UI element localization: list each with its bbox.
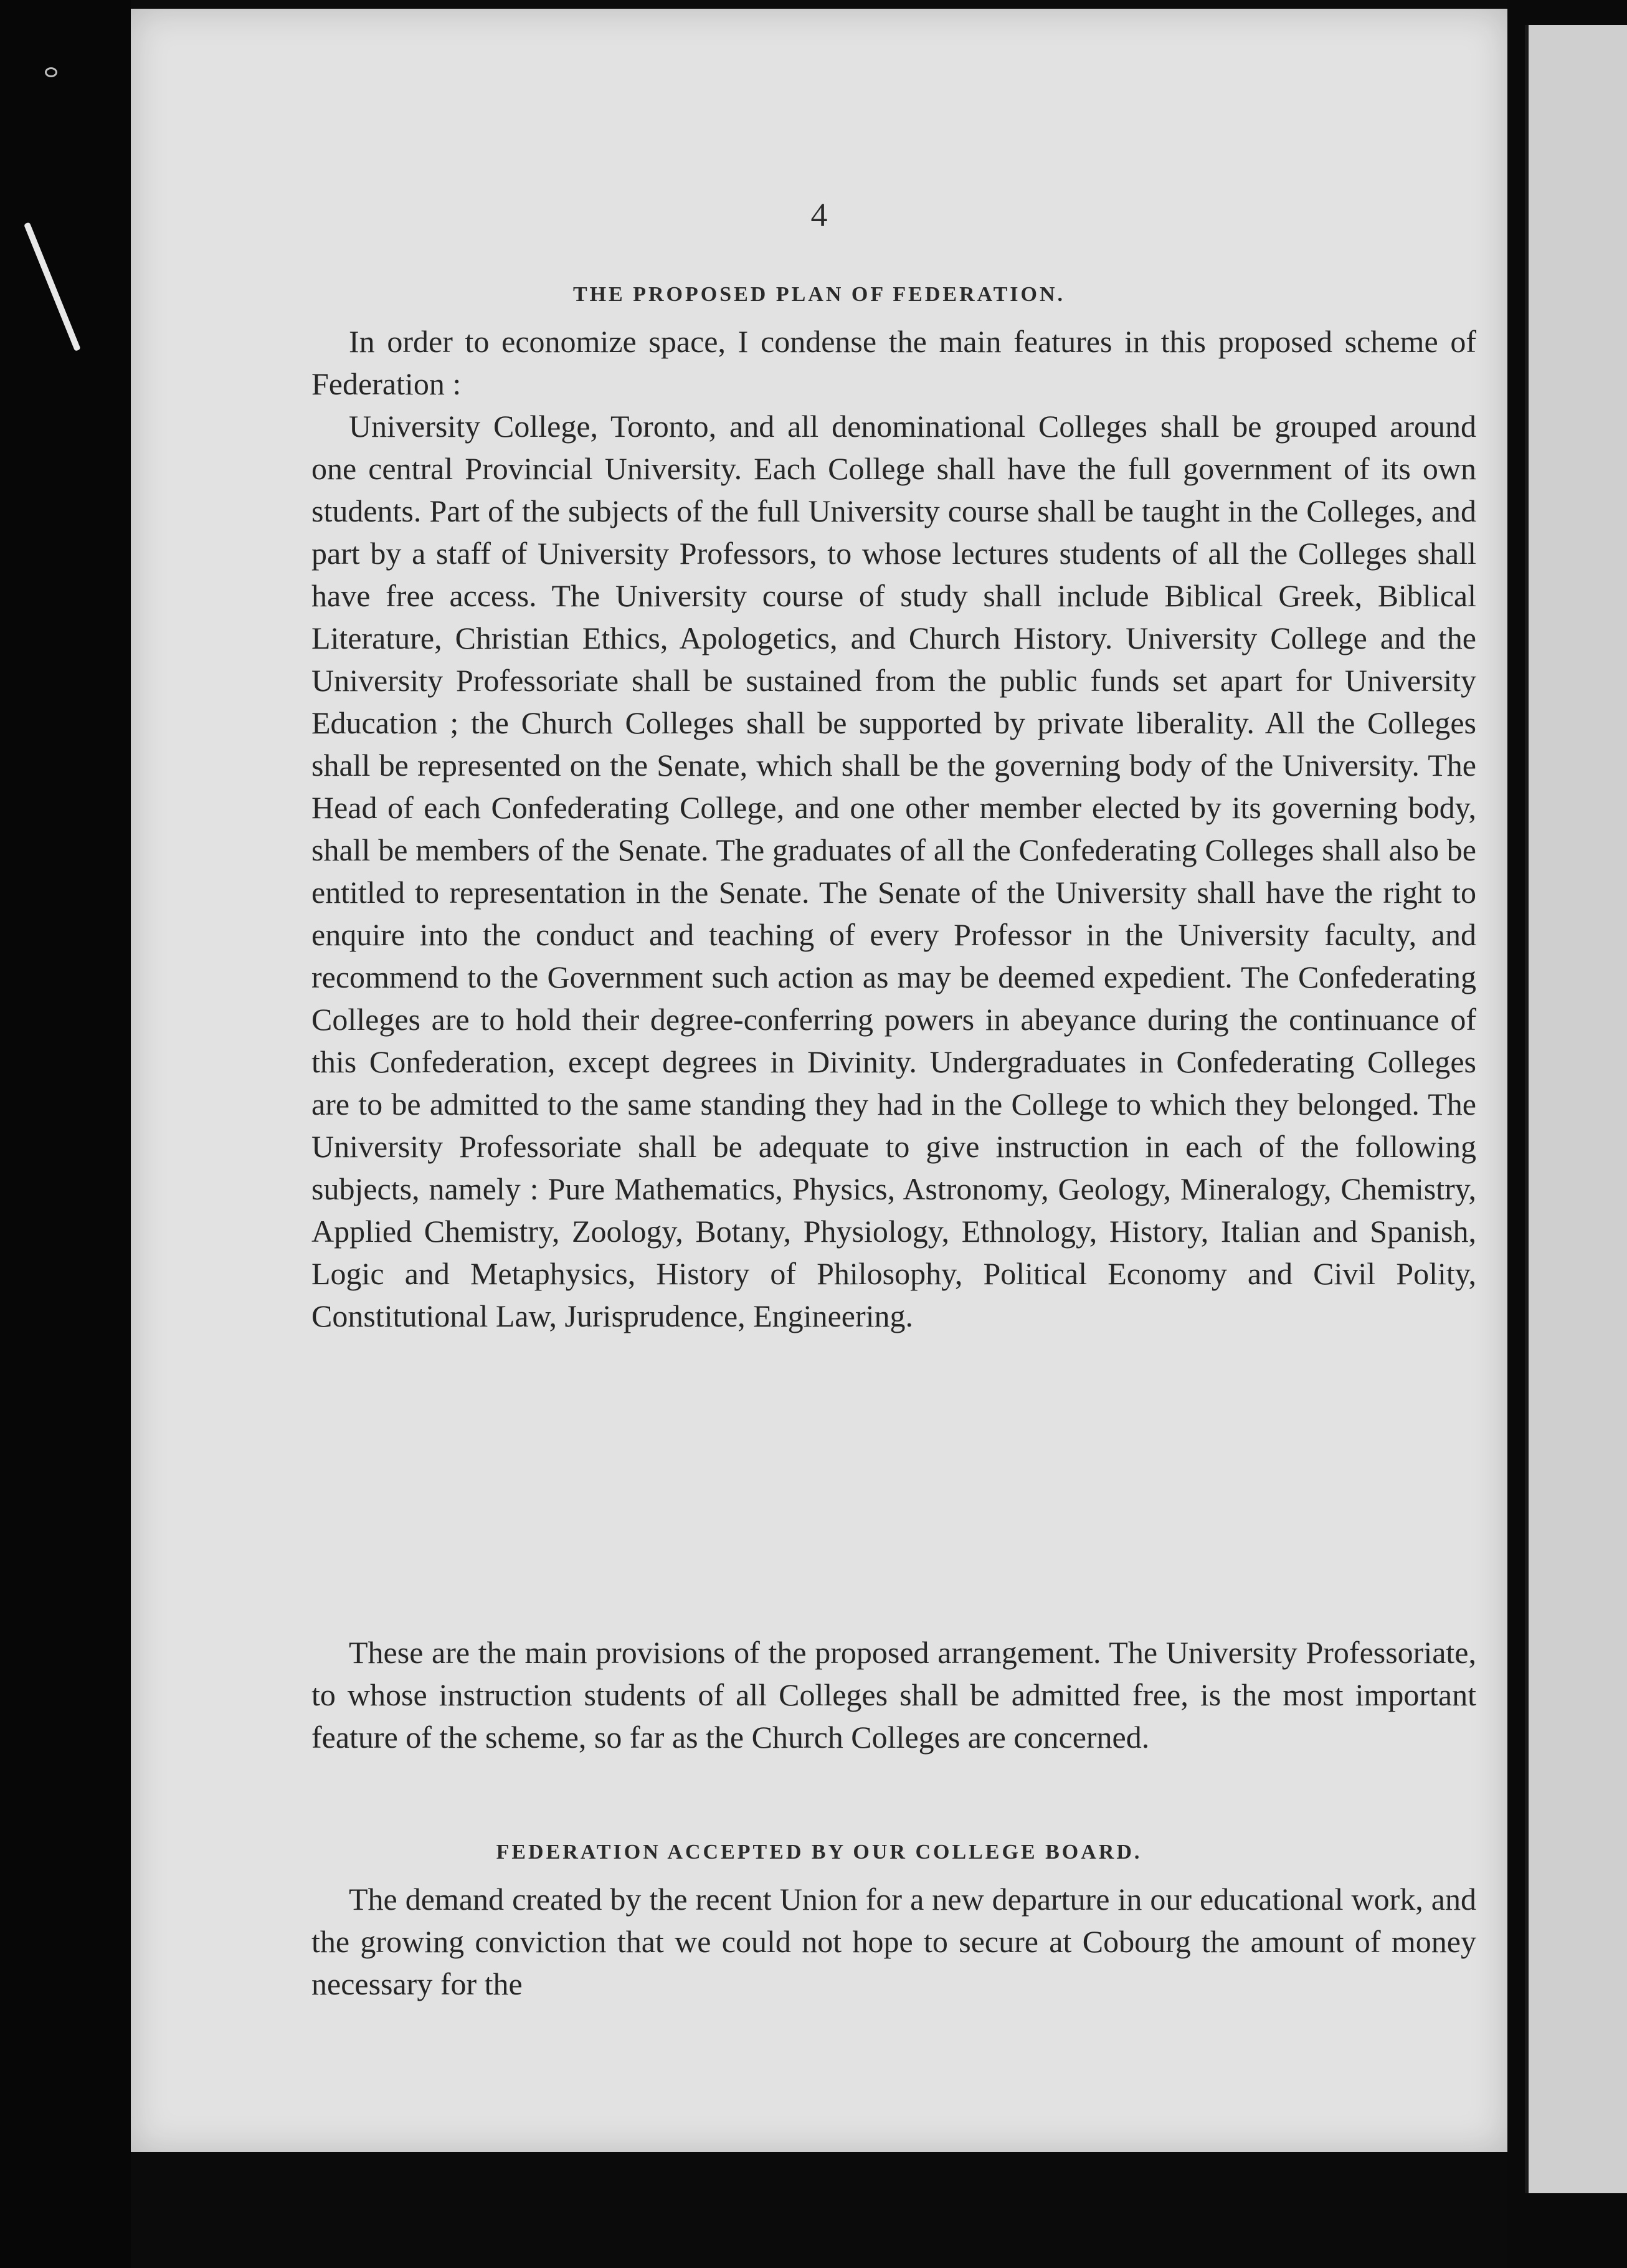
paragraph-demand: The demand created by the recent Union for a new departure in our educational work, and the growing conviction that we could not hope to secure at Cobourg the amount of money necessary for the [311, 1882, 1476, 2001]
section-heading-proposed-plan: THE PROPOSED PLAN OF FEDERATION. [572, 283, 1066, 306]
page-number: 4 [810, 196, 828, 234]
adjacent-page-edge [1525, 25, 1627, 2193]
scan-margin-left [0, 0, 131, 2268]
film-dust-mark [45, 67, 57, 77]
document-page [131, 9, 1507, 2152]
paragraph-plan-details: University College, Toronto, and all denominational Colleges shall be grouped around one central Provincial University. Each College shall have the full government of its own students. Part of the subjects of the full University course shall be taught in the Colleges, and part by a staff of University Professors, to whose lectures students of all the Colleges shall have free access. The University course of study shall include Biblical Greek, Biblical Literature, Christian Ethics, Apologetics, and Church History. University College and the University Professoriate shall be sustained from the public funds set apart for University Education ; the Church Colleges shall be supported by private liberality. All the Colleges shall be represented on the Senate, which shall be the governing body of the University. The Head of each Confederating College, and one other member elected by its governing body, shall be members of the Senate. The graduates of all the Confederating Colleges shall also be entitled to representation in the Senate. The Senate of the University shall have the right to enquire into the conduct and teaching of every Professor in the University faculty, and recommend to the Government such action as may be deemed expedient. The Confederating Colleges are to hold their degree-conferring powers in abeyance during the continuance of this Confederation, except degrees in Divinity. Undergraduates in Confederating Colleges are to be admitted to the same standing they had in the College to which they belonged. The University Professoriate shall be adequate to give instruction in each of the following subjects, namely : Pure Mathematics, Physics, Astronomy, Geology, Mineralogy, Chemistry, Applied Chemistry, Zoology, Botany, Physiology, Ethnology, History, Italian and Spanish, Logic and Metaphysics, History of Philosophy, Political Economy and Civil Polity, Constitutional Law, Jurisprudence, Engineering. [311, 409, 1476, 1333]
paragraph-intro: In order to economize space, I condense the main features in this proposed scheme of Federation : [311, 324, 1476, 401]
section-heading-federation-accepted: FEDERATION ACCEPTED BY OUR COLLEGE BOARD. [496, 1841, 1142, 1864]
paragraph-main-provisions: These are the main provisions of the proposed arrangement. The University Professoriate, to whose instruction students of all Colleges shall be admitted free, is the most important feature of the scheme, so far as the Church Colleges are concerned. [311, 1635, 1476, 1755]
